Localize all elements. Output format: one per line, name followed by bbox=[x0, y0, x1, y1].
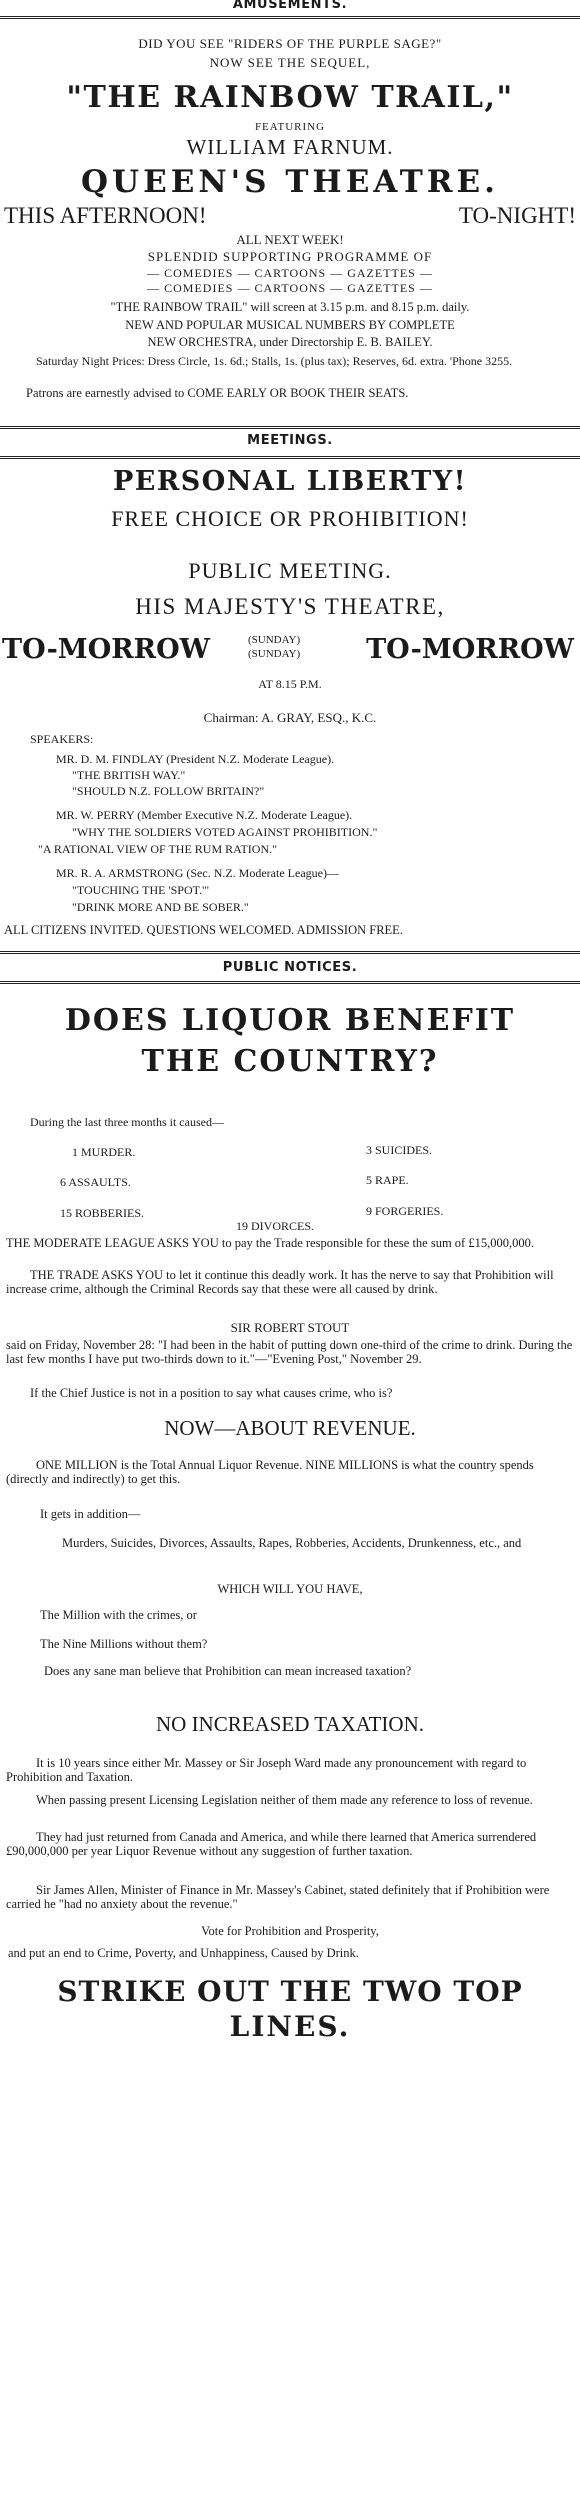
stat-divorces: 19 DIVORCES. bbox=[236, 1219, 315, 1233]
programme-row-1: — COMEDIES — CARTOONS — GAZETTES — bbox=[147, 266, 433, 280]
notices-header: PUBLIC NOTICES. bbox=[222, 960, 358, 975]
meeting-time: AT 8.15 P.M. bbox=[258, 677, 322, 691]
gets-in-addition: It gets in addition— bbox=[40, 1507, 141, 1521]
divider bbox=[0, 981, 580, 984]
strike-out-headline-2: LINES. bbox=[229, 2010, 351, 2043]
which-will-you-have: WHICH WILL YOU HAVE, bbox=[217, 1582, 363, 1596]
orchestra: NEW ORCHESTRA, under Directorship E. B. BAILEY. bbox=[147, 335, 433, 349]
amusements-header: AMUSEMENTS. bbox=[232, 0, 348, 12]
james-allen-para: Sir James Allen, Minister of Finance in Mr. Massey's Cabinet, stated definitely that if Prohibition were carried he "had no anxiety about the revenue." bbox=[6, 1883, 550, 1911]
stats-intro: During the last three months it caused— bbox=[30, 1115, 224, 1129]
strike-out-headline-1: STRIKE OUT THE TWO TOP bbox=[57, 1975, 523, 2008]
stat-murder: 1 MURDER. bbox=[72, 1145, 136, 1159]
stout-heading: SIR ROBERT STOUT bbox=[230, 1320, 350, 1335]
afternoon-label: THIS AFTERNOON! bbox=[4, 203, 207, 228]
choice-million: The Million with the crimes, or bbox=[40, 1608, 197, 1622]
tomorrow-right: TO-MORROW bbox=[366, 634, 574, 665]
america-para: They had just returned from Canada and America, and while there learned that America surrendered £90,000,000 per year Liquor Revenue without any suggestion of further taxation. bbox=[6, 1830, 537, 1858]
speaker-1-topic-2: "SHOULD N.Z. FOLLOW BRITAIN?" bbox=[72, 784, 265, 798]
venue: HIS MAJESTY'S THEATRE, bbox=[135, 594, 445, 619]
divider bbox=[0, 951, 580, 954]
tomorrow-left: TO-MORROW bbox=[2, 634, 210, 665]
featuring-label: FEATURING bbox=[254, 121, 326, 133]
patrons-advice: Patrons are earnestly advised to COME EARLY OR BOOK THEIR SEATS. bbox=[26, 386, 409, 400]
speaker-1-topic-1: "THE BRITISH WAY." bbox=[72, 768, 186, 782]
personal-liberty-headline: PERSONAL LIBERTY! bbox=[112, 466, 468, 497]
new-musical-numbers: NEW AND POPULAR MUSICAL NUMBERS BY COMPLETE bbox=[125, 318, 455, 332]
speaker-3-topic-1: "TOUCHING THE 'SPOT.'" bbox=[72, 883, 210, 897]
meetings-header: MEETINGS. bbox=[247, 433, 333, 448]
trade-asks-para: THE TRADE ASKS YOU to let it continue this deadly work. It has the nerve to say that Prohibition will increase crime, although the Criminal Records say that these were all caused by drink. bbox=[6, 1268, 554, 1296]
stat-forgeries: 9 FORGERIES. bbox=[366, 1204, 444, 1218]
programme-row-2: — COMEDIES — CARTOONS — GAZETTES — bbox=[147, 281, 433, 295]
moderate-league-para: THE MODERATE LEAGUE ASKS YOU to pay the Trade responsible for these the sum of £15,000,000. bbox=[6, 1236, 534, 1250]
sunday-bottom: (SUNDAY) bbox=[248, 648, 301, 660]
liquor-headline-2: THE COUNTRY? bbox=[141, 1044, 439, 1079]
stat-suicides: 3 SUICIDES. bbox=[366, 1143, 433, 1157]
star-name: WILLIAM FARNUM. bbox=[186, 135, 394, 159]
theatre-name: QUEEN'S THEATRE. bbox=[81, 164, 499, 200]
meeting-footer: ALL CITIZENS INVITED. QUESTIONS WELCOMED. ADMISSION FREE. bbox=[4, 923, 403, 937]
sunday-top: (SUNDAY) bbox=[248, 634, 301, 646]
splendid-programme: SPLENDID SUPPORTING PROGRAMME OF bbox=[147, 249, 433, 264]
licensing-para: When passing present Licensing Legislation neither of them made any reference to loss of revenue. bbox=[36, 1793, 533, 1807]
public-meeting: PUBLIC MEETING. bbox=[188, 558, 392, 583]
chairman: Chairman: A. GRAY, ESQ., K.C. bbox=[203, 710, 377, 725]
saturday-prices: Saturday Night Prices: Dress Circle, 1s. 6d.; Stalls, 1s. (plus tax); Reserves, 6d. extra. 'Phone 3255. bbox=[36, 354, 513, 368]
stat-rape: 5 RAPE. bbox=[366, 1173, 409, 1187]
screen-times: "THE RAINBOW TRAIL" will screen at 3.15 p.m. and 8.15 p.m. daily. bbox=[110, 300, 470, 314]
revenue-para: ONE MILLION is the Total Annual Liquor Revenue. NINE MILLIONS is what the country spends (directly and indirectly) to get this. bbox=[6, 1458, 534, 1486]
speaker-2-topic-2: "A RATIONAL VIEW OF THE RUM RATION." bbox=[38, 842, 278, 856]
tonight-label: TO-NIGHT! bbox=[458, 203, 576, 228]
vote-line: Vote for Prohibition and Prosperity, bbox=[201, 1924, 379, 1938]
stat-assaults: 6 ASSAULTS. bbox=[60, 1175, 131, 1189]
no-increased-taxation: NO INCREASED TAXATION. bbox=[155, 1712, 424, 1736]
stat-robberies: 15 ROBBERIES. bbox=[60, 1206, 145, 1220]
divider bbox=[0, 426, 580, 429]
teaser-line-2: NOW SEE THE SEQUEL, bbox=[209, 55, 371, 70]
free-choice-headline: FREE CHOICE OR PROHIBITION! bbox=[111, 506, 469, 531]
revenue-heading: NOW—ABOUT REVENUE. bbox=[164, 1416, 416, 1440]
speaker-3-topic-2: "DRINK MORE AND BE SOBER." bbox=[72, 900, 249, 914]
chief-justice-question: If the Chief Justice is not in a position to say what causes crime, who is? bbox=[30, 1386, 393, 1400]
speaker-1: MR. D. M. FINDLAY (President N.Z. Moderate League). bbox=[56, 752, 335, 766]
end-crime-line: and put an end to Crime, Poverty, and Unhappiness, Caused by Drink. bbox=[8, 1946, 359, 1960]
sane-man-question: Does any sane man believe that Prohibition can mean increased taxation? bbox=[44, 1664, 412, 1678]
speaker-2: MR. W. PERRY (Member Executive N.Z. Moderate League). bbox=[56, 808, 353, 822]
speaker-3: MR. R. A. ARMSTRONG (Sec. N.Z. Moderate League)— bbox=[56, 866, 339, 880]
liquor-headline-1: DOES LIQUOR BENEFIT bbox=[64, 1003, 516, 1038]
divider bbox=[0, 16, 580, 19]
all-next-week: ALL NEXT WEEK! bbox=[236, 232, 344, 247]
speaker-2-topic-1: "WHY THE SOLDIERS VOTED AGAINST PROHIBITION." bbox=[72, 825, 378, 839]
stout-quote: said on Friday, November 28: "I had been in the habit of putting down one-third of the crime to drink. During the last few months I have put two-thirds down to it."—"Evening Post," November 29. bbox=[6, 1338, 573, 1366]
choice-nine-millions: The Nine Millions without them? bbox=[40, 1637, 208, 1651]
teaser-line-1: DID YOU SEE "RIDERS OF THE PURPLE SAGE?" bbox=[138, 36, 442, 51]
ten-years-para: It is 10 years since either Mr. Massey or Sir Joseph Ward made any pronouncement with regard to Prohibition and Taxation. bbox=[6, 1756, 527, 1784]
film-title: "THE RAINBOW TRAIL," bbox=[66, 80, 514, 115]
divider bbox=[0, 456, 580, 459]
crimes-list: Murders, Suicides, Divorces, Assaults, Rapes, Robberies, Accidents, Drunkenness, etc., and bbox=[62, 1536, 522, 1550]
speakers-label: SPEAKERS: bbox=[30, 732, 94, 746]
